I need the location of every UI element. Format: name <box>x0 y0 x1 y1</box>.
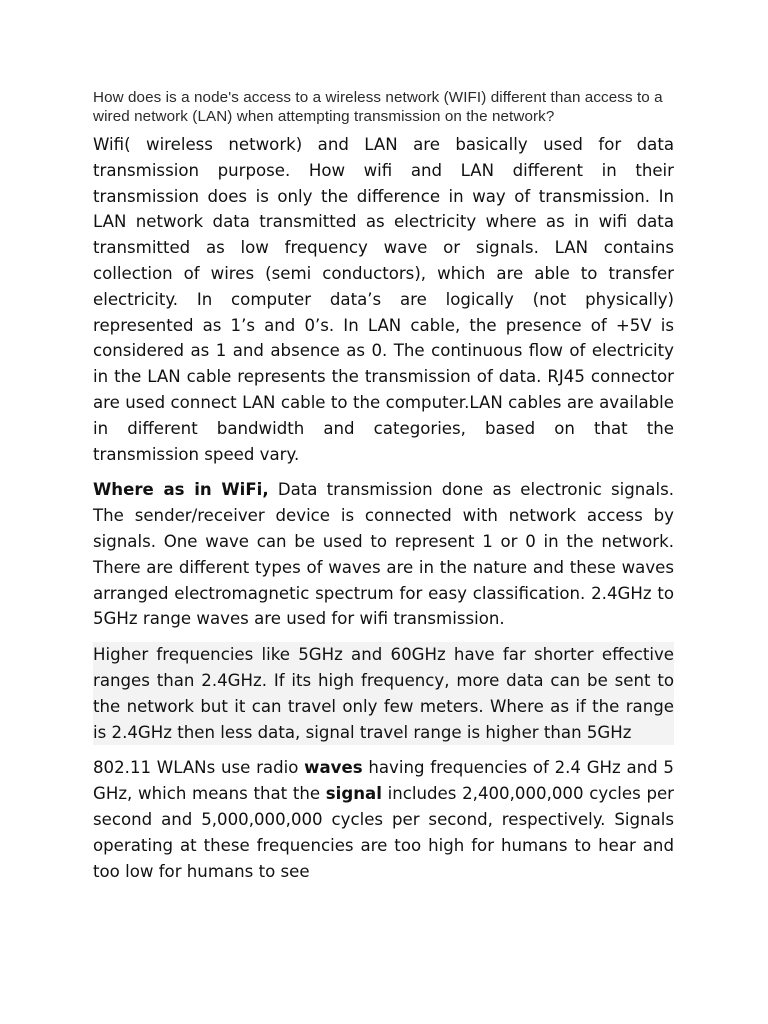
wlan-text-part2: having frequencies of 2.4 GHz and 5 GHz, which means that the <box>93 758 674 804</box>
paragraph-lan-vs-wifi: Wifi( wireless network) and LAN are basically used for data transmission purpose. How wifi and LAN different in their transmission does is only the difference in way of transmission. In LAN network data transmitted as electricity where as in wifi data transmitted as low frequency wave or signals. LAN contains collection of wires (semi conductors), which are able to transfer electricity. In computer data’s are logically (not physically) represented as 1’s and 0’s. In LAN cable, the presence of +5V is considered as 1 and absence as 0. The continuous flow of electricity in the LAN cable represents the transmission of data. RJ45 connector are used connect LAN cable to the computer.LAN cables are available in different bandwidth and categories, based on that the transmission speed vary. <box>93 135 674 464</box>
wlan-bold-signal: signal <box>325 784 382 804</box>
paragraph-frequency-range-highlighted: Higher frequencies like 5GHz and 60GHz have far shorter effective ranges than 2.4GHz. If its high frequency, more data can be sent to the network but it can travel only few meters. Where as if the range is 2.4GHz then less data, signal travel range is higher than 5GHz <box>93 642 674 745</box>
question-heading: How does is a node's access to a wireless network (WIFI) different than access to a wired network (LAN) when attempting transmission on the network? <box>93 89 663 125</box>
wlan-bold-waves: waves <box>304 758 363 778</box>
paragraph-wlan-frequencies <box>93 755 674 884</box>
paragraph-wifi-transmission <box>93 477 674 632</box>
paragraph-wifi-body: Data transmission done as electronic signals. The sender/receiver device is connected with network access by signals. One wave can be used to represent 1 or 0 in the network. There are different types of waves are in the nature and these waves arranged electromagnetic spectrum for easy classification. 2.4GHz to 5GHz range waves are used for wifi transmission. <box>93 480 674 629</box>
paragraph-wifi-lead-bold: Where as in WiFi, <box>93 480 269 500</box>
wlan-text-part1: 802.11 WLANs use radio <box>93 758 305 778</box>
wlan-text-part3: includes 2,400,000,000 cycles per second and 5,000,000,000 cycles per second, respectively. Signals operating at these frequencies are too high for humans to hear and too low for humans to see <box>93 784 675 881</box>
document-page <box>93 88 674 884</box>
